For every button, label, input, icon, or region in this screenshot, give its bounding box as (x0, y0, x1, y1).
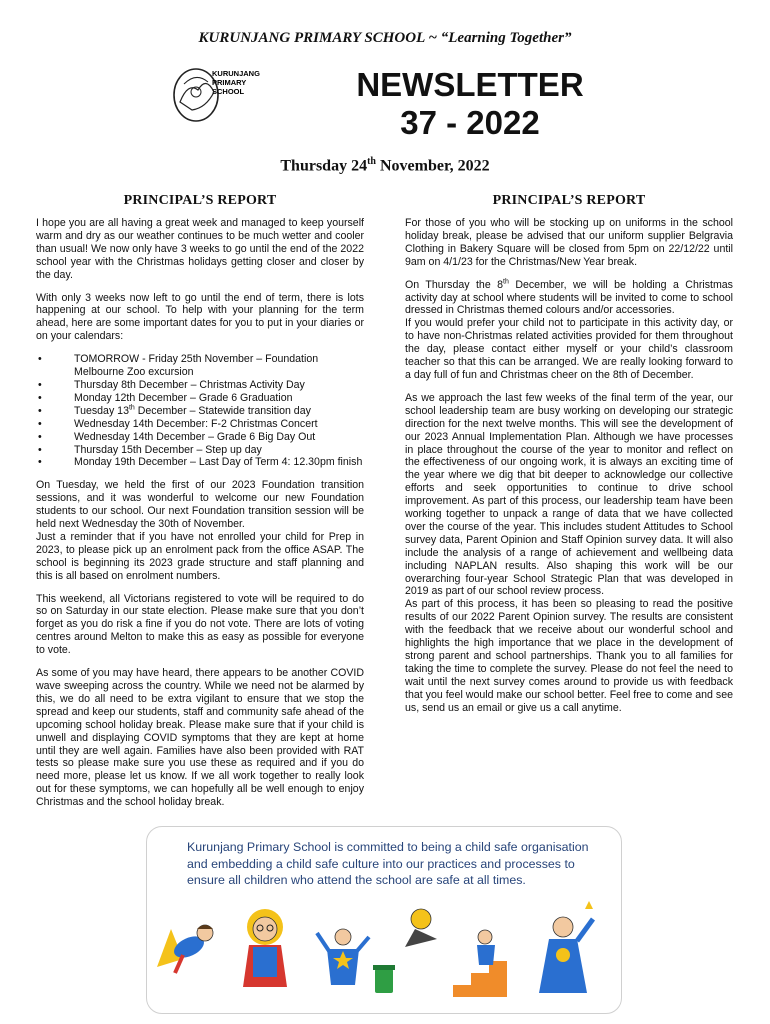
newsletter-title (320, 66, 620, 142)
newsletter-number: 37 - 2022 (400, 104, 540, 141)
left-paragraph-3a: On Tuesday, we held the first of our 2023 Foundation transition sessions, and it was wonderful to welcome our new Foundation students to our school. Our next Foundation transition session will be held next Wednesday the 30th of November. (36, 479, 364, 531)
bird-hero-figure (405, 909, 437, 947)
stairs-hero-figure (453, 930, 507, 997)
flying-hero-figure (157, 925, 213, 973)
logo-line-3: SCHOOL (212, 87, 245, 96)
right-paragraph-1: For those of you who will be stocking up on uniforms in the school holiday break, please be advised that our uniform supplier Belgravia Clothing in Bakery Square will be closed from 5pm on 22/12/22 until 9am on 4/1/23 for the Christmas/New Year break. (405, 217, 733, 268)
list-item: • Tuesday 13th December – Statewide transition day (36, 405, 364, 418)
right-paragraph-3: As we approach the last few weeks of the final term of the year, our school leadership team are busy working on developing our strategic direction for the next twelve months. This will see the development of our 2023 Annual Implementation Plan. Although we have processes in place throughout the course of the year to monitor and reflect on the effectiveness of our ongoing work, it is always an exciting time of the year where we dig that bit deeper to acknowledge our collective efforts and seek opportunities to continue to drive school improvement. As part of this process, our leadership team have been working together to unpack a range of data that we have collected over the course of the year. This includes student Attitudes to School survey data, Parent Opinion and Staff Opinion survey data. It will also include the analysis of a range of achievement and wellbeing data including NAPLAN results. Also shaping this work will be our overarching four-year School Strategic Plan that was developed in 2019 as part of our school review process. (405, 391, 733, 598)
important-dates-list (36, 353, 364, 469)
girl-hero-figure (243, 909, 287, 987)
list-item: • Monday 12th December – Grade 6 Graduation (36, 392, 364, 405)
school-logo (168, 62, 264, 128)
waving-hero-figure (539, 901, 593, 993)
list-item: • Wednesday 14th December: F-2 Christmas Concert (36, 418, 364, 431)
principal-report-right (405, 193, 733, 725)
left-paragraph-1: I hope you are all having a great week and managed to keep yourself warm and dry as our weather continues to be much wetter and cooler than usual! We now only have 3 weeks to go until the end of the 2022 school year with the Christmas holidays getting closer and closer by the day. (36, 217, 364, 281)
masthead: KURUNJANG PRIMARY SCHOOL ~ “Learning Together” (198, 30, 572, 46)
left-paragraph-2: With only 3 weeks now left to go until the end of term, there is lots happening at our school. To help with your planning for the term ahead, here are some important dates for you to put in your diaries or on your calendars: (36, 291, 364, 343)
child-safe-statement: Kurunjang Primary School is committed to being a child safe organisation and embedding a child safe culture into our practices and processes to ensure all children who attend the school are safe at all times. (187, 840, 589, 887)
left-paragraph-3b: Just a reminder that if you have not enrolled your child for Prep in 2023, to please pick up an enrolment pack from the office ASAP. The school is beginning its 2023 grade structure and staff planning and this is all based on enrolment numbers. (36, 530, 364, 582)
list-item: • Monday 19th December – Last Day of Term 4: 12.30pm finish (36, 456, 364, 469)
right-heading: PRINCIPAL’S REPORT (492, 193, 646, 208)
superhero-kids-illustration (153, 889, 615, 1011)
right-paragraph-4: As part of this process, it has been so pleasing to read the positive results of our 2022 Parent Opinion survey. The results are consistent with the feedback that we receive about our wonderful school and highlights the high importance that we place in the development of strong parent and school partnerships. Thank you to all families for taking the time to complete the survey. Please do not feel the need to wait until the next survey comes around to provide us with feedback that you feel would make our school better. Feel free to come and see us, send us an email or give us a call anytime. (405, 598, 733, 714)
child-safe-banner (146, 826, 622, 1014)
issue-date: Thursday 24th November, 2022 (280, 156, 490, 175)
left-paragraph-4: This weekend, all Victorians registered to vote will be required to do so on Saturday in our state election. Please make sure that you don’t forget as you do risk a fine if you do not vote. There are lots of voting centres around Melton to make this as easy as possible for everyone to vote. (36, 592, 364, 657)
left-paragraph-5: As some of you may have heard, there appears to be another COVID wave sweeping across the country. While we need not be alarmed by this, we do all need to be extra vigilant to ensure that we stop the spread and keep our students, staff and community safe ahead of the upcoming school holiday break. Please make sure that if your child is unwell and displaying COVID symptoms that they are kept at home until they are well again. Families have also been provided with RAT tests so please make sure you use these as required and if you do need more, please let us know. If we all work together to really look out for these symptoms, we can hopefully all be well enough to enjoy Christmas and the school holiday break. (36, 667, 364, 809)
right-paragraph-2c: If you would prefer your child not to participate in this activity day, or to have non-Christmas related activities provided for them throughout the day, please contact either myself or your child’s classroom teacher so that this can be arranged. We are really looking forward to a day full of fun and Christmas cheer on the 8th of December. (405, 317, 733, 381)
list-item: • Wednesday 14th December – Grade 6 Big Day Out (36, 431, 364, 444)
list-item: • Thursday 8th December – Christmas Activity Day (36, 379, 364, 392)
star-hero-figure (317, 929, 369, 985)
list-item: • Thursday 15th December – Step up day (36, 444, 364, 457)
logo-line-2: PRIMARY (212, 78, 247, 87)
right-paragraph-2: On Thursday the 8th December, we will be holding a Christmas activity day at school where students will be invited to come to school dressed in Christmas themed colours and/or accessories. (405, 278, 733, 317)
recycling-bin-icon (373, 965, 395, 993)
principal-report-left (36, 193, 364, 819)
list-item: • TOMORROW - Friday 25th November – Foundation Melbourne Zoo excursion (36, 353, 364, 379)
left-heading: PRINCIPAL’S REPORT (123, 193, 277, 208)
newsletter-heading: NEWSLETTER (356, 66, 584, 103)
logo-line-1: KURUNJANG (212, 69, 260, 78)
